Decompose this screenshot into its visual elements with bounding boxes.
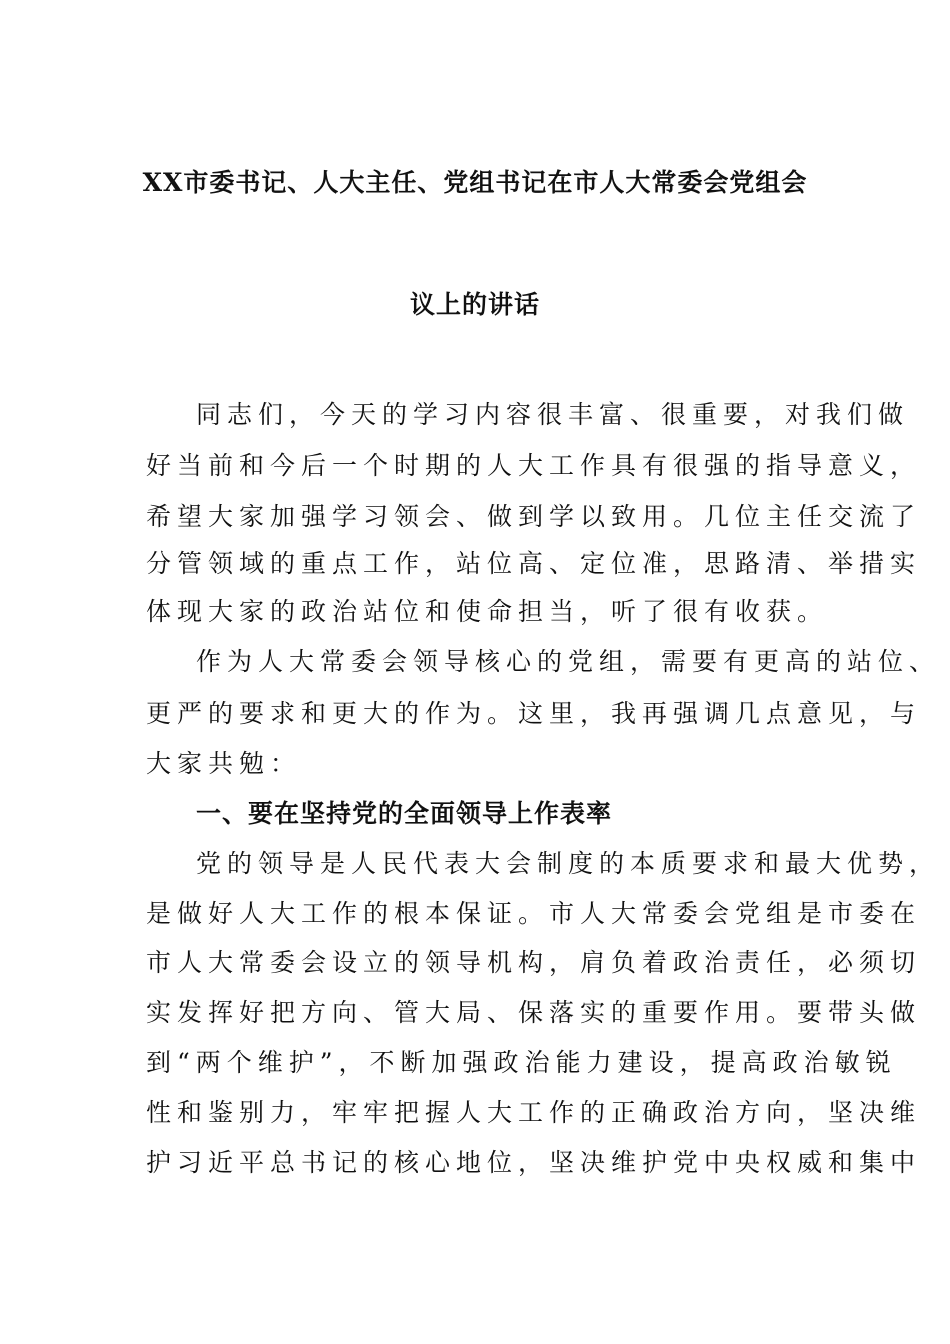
paragraph-line: 是做好人大工作的根本保证。市人大常委会党组是市委在 bbox=[146, 899, 922, 928]
paragraph-line: 希望大家加强学习领会、做到学以致用。几位主任交流了 bbox=[146, 502, 922, 531]
section-heading: 一、要在坚持党的全面领导上作表率 bbox=[196, 799, 613, 828]
paragraph-line: 体现大家的政治站位和使命担当，听了很有收获。 bbox=[146, 597, 829, 626]
document-title-line-1: XX市委书记、人大主任、党组书记在市人大常委会党组会 bbox=[142, 168, 808, 197]
paragraph-line: 性和鉴别力，牢牢把握人大工作的正确政治方向，坚决维 bbox=[146, 1098, 922, 1127]
paragraph-line: 同志们，今天的学习内容很丰富、很重要，对我们做 bbox=[196, 400, 910, 429]
paragraph-line: 好当前和今后一个时期的人大工作具有很强的指导意义， bbox=[146, 451, 922, 480]
paragraph-line: 更严的要求和更大的作为。这里，我再强调几点意见，与 bbox=[146, 699, 922, 728]
paragraph-line: 实发挥好把方向、管大局、保落实的重要作用。要带头做 bbox=[146, 998, 922, 1027]
paragraph-line: 到“两个维护”，不断加强政治能力建设，提高政治敏锐 bbox=[146, 1048, 897, 1077]
document-title-line-2: 议上的讲话 bbox=[409, 290, 540, 319]
paragraph-line: 市人大常委会设立的领导机构，肩负着政治责任，必须切 bbox=[146, 948, 922, 977]
paragraph-line: 分管领域的重点工作，站位高、定位准，思路清、举措实 bbox=[146, 549, 922, 578]
paragraph-line: 党的领导是人民代表大会制度的本质要求和最大优势， bbox=[196, 849, 941, 878]
paragraph-line: 护习近平总书记的核心地位，坚决维护党中央权威和集中 bbox=[146, 1148, 922, 1177]
paragraph-line: 大家共勉： bbox=[146, 749, 302, 778]
paragraph-line: 作为人大常委会领导核心的党组，需要有更高的站位、 bbox=[196, 647, 941, 676]
